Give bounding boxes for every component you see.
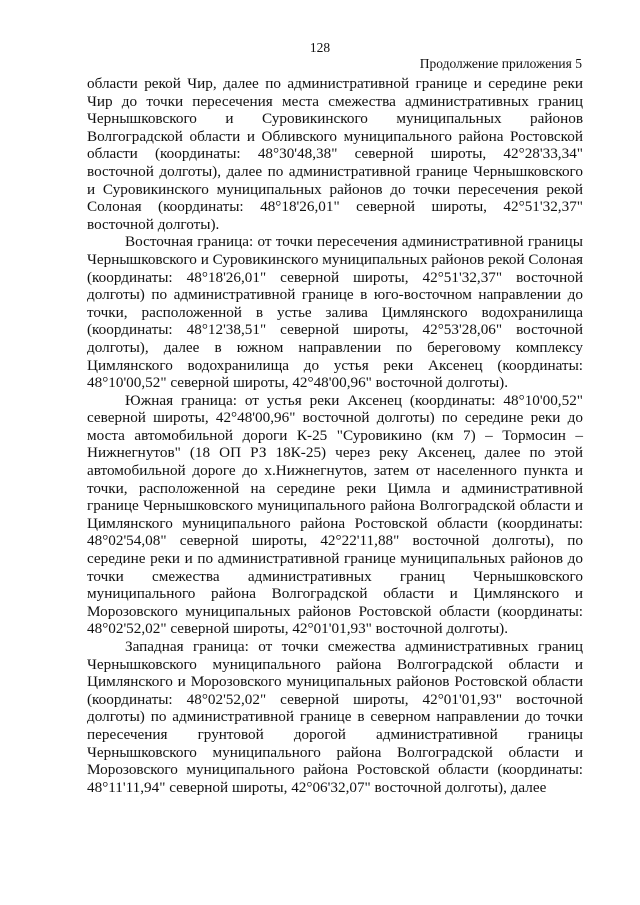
- paragraph-west-border: Западная граница: от точки смежества административных границ Чернышковского муниципального района Волгоградской области и Цимлянского и Морозовского муниципальных районов Ростовской области (координаты: 48°02'52,02" северной широты, 42°01'01,93" восточной долготы) по административной границе в северном направлении до точки пересечения грунтовой дорогой административной границы Чернышковского муниципального района Волгоградской области и Морозовского муниципального района Ростовской области (координаты: 48°11'11,94" северной широты, 42°06'32,07" восточной долготы), далее: [87, 638, 583, 796]
- paragraph-east-border: Восточная граница: от точки пересечения административной границы Чернышковского и Суровикинского муниципальных районов рекой Солоная (координаты: 48°18'26,01" северной широты, 42°51'32,37" восточной долготы) по административной границе в юго-восточном направлении до точки, расположенной в устье залива Цимлянского водохранилища (координаты: 48°12'38,51" северной широты, 42°53'28,06" восточной долготы), далее в южном направлении по береговому комплексу Цимлянского водохранилища до устья реки Аксенец (координаты: 48°10'00,52" северной широты, 42°48'00,96" восточной долготы).: [87, 233, 583, 392]
- document-body: [87, 75, 583, 796]
- paragraph-continuation: области рекой Чир, далее по административной границе и середине реки Чир до точки пересечения места смежества административных границ Чернышковского и Суровикинского муниципальных районов Волгоградской области и Обливского муниципального района Ростовской области (координаты: 48°30'48,38" северной широты, 42°28'33,34" восточной долготы), далее по административной границе Чернышковского и Суровикинского муниципальных районов до точки пересечения рекой Солоная (координаты: 48°18'26,01" северной широты, 42°51'32,37" восточной долготы).: [87, 75, 583, 233]
- paragraph-south-border: Южная граница: от устья реки Аксенец (координаты: 48°10'00,52" северной широты, 42°48'00,96" восточной долготы) по середине реки до моста автомобильной дороги К-25 "Суровикино (км 7) – Тормосин – Нижнегнутов" (18 ОП РЗ 18К-25) через реку Аксенец, далее по этой автомобильной дороге до х.Нижнегнутов, затем от населенного пункта и точки, расположенной на середине реки Цимла и административной границе Чернышковского муниципального района Волгоградской области и Цимлянского муниципального района Ростовской области (координаты: 48°02'54,08" северной широты, 42°22'11,88" восточной долготы), по середине реки и по административной границе муниципальных районов до точки смежества административных границ Чернышковского муниципального района Волгоградской области и Цимлянского и Морозовского муниципальных районов Ростовской области (координаты: 48°02'52,02" северной широты, 42°01'01,93" восточной долготы).: [87, 391, 583, 638]
- appendix-continuation-note: Продолжение приложения 5: [419, 56, 582, 71]
- page-number: 128: [309, 40, 331, 55]
